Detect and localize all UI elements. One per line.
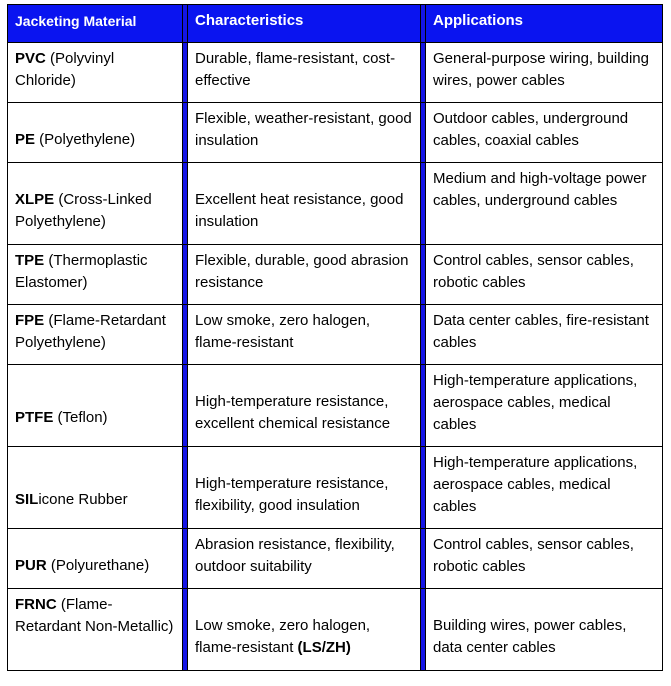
header-characteristics: Characteristics	[188, 5, 421, 43]
material-cell	[8, 447, 183, 529]
table-row	[8, 365, 663, 447]
material-name: icone Rubber	[38, 490, 128, 508]
table-row	[8, 163, 663, 245]
applications-cell: Data center cables, fire-resistant cables	[426, 305, 663, 365]
applications-cell: Medium and high-voltage power cables, underground cables	[426, 163, 663, 245]
material-name: (Flame-Retardant Non-Metallic)	[15, 596, 174, 635]
characteristics-cell: Excellent heat resistance, good insulation	[188, 163, 421, 245]
material-cell	[8, 365, 183, 447]
table-row	[8, 447, 663, 529]
header-material: Jacketing Material	[8, 5, 183, 43]
table-row	[8, 305, 663, 365]
material-cell	[8, 163, 183, 245]
characteristics-cell: High-temperature resistance, excellent chemical resistance	[188, 365, 421, 447]
material-name: (Flame-Retardant Polyethylene)	[15, 312, 166, 351]
characteristics-cell	[188, 589, 421, 671]
material-name: (Polyvinyl Chloride)	[15, 50, 115, 89]
applications-cell: General-purpose wiring, building wires, power cables	[426, 43, 663, 103]
characteristics-cell: Flexible, weather-resistant, good insulation	[188, 103, 421, 163]
applications-cell: High-temperature applications, aerospace cables, medical cables	[426, 365, 663, 447]
characteristics-cell: Abrasion resistance, flexibility, outdoor suitability	[188, 529, 421, 589]
applications-cell: Building wires, power cables, data center cables	[426, 589, 663, 671]
material-name: (Cross-Linked Polyethylene)	[15, 190, 152, 230]
material-abbr: FPE	[15, 312, 45, 329]
material-name: (Thermoplastic Elastomer)	[15, 252, 148, 291]
applications-cell: Control cables, sensor cables, robotic cables	[426, 245, 663, 305]
material-abbr: PVC	[15, 50, 46, 67]
material-cell	[8, 103, 183, 163]
material-abbr: PTFE	[15, 408, 54, 426]
applications-cell: Control cables, sensor cables, robotic cables	[426, 529, 663, 589]
table-row	[8, 43, 663, 103]
material-abbr: PUR	[15, 556, 47, 574]
ls-zh-label: (LS/ZH)	[297, 638, 351, 656]
material-cell	[8, 529, 183, 589]
table-row	[8, 245, 663, 305]
material-cell	[8, 43, 183, 103]
material-cell	[8, 589, 183, 671]
table-row	[8, 589, 663, 671]
characteristics-text: Low smoke, zero halogen, flame-resistant	[195, 616, 371, 656]
table-row	[8, 103, 663, 163]
material-abbr: PE	[15, 130, 36, 148]
characteristics-cell: High-temperature resistance, flexibility, good insulation	[188, 447, 421, 529]
characteristics-cell: Durable, flame-resistant, cost-effective	[188, 43, 421, 103]
material-cell	[8, 245, 183, 305]
material-abbr: SIL	[15, 490, 39, 508]
material-abbr: FRNC	[15, 596, 57, 613]
material-name: (Polyethylene)	[35, 130, 136, 148]
applications-cell: High-temperature applications, aerospace cables, medical cables	[426, 447, 663, 529]
material-name: (Teflon)	[53, 408, 108, 426]
table-header-row	[8, 5, 663, 43]
characteristics-cell: Low smoke, zero halogen, flame-resistant	[188, 305, 421, 365]
table-row	[8, 529, 663, 589]
material-cell	[8, 305, 183, 365]
characteristics-cell: Flexible, durable, good abrasion resistance	[188, 245, 421, 305]
applications-cell: Outdoor cables, underground cables, coaxial cables	[426, 103, 663, 163]
material-abbr: XLPE	[15, 190, 55, 208]
jacketing-materials-table	[7, 4, 663, 671]
material-name: (Polyurethane)	[46, 556, 150, 574]
material-abbr: TPE	[15, 252, 45, 269]
header-applications: Applications	[426, 5, 663, 43]
